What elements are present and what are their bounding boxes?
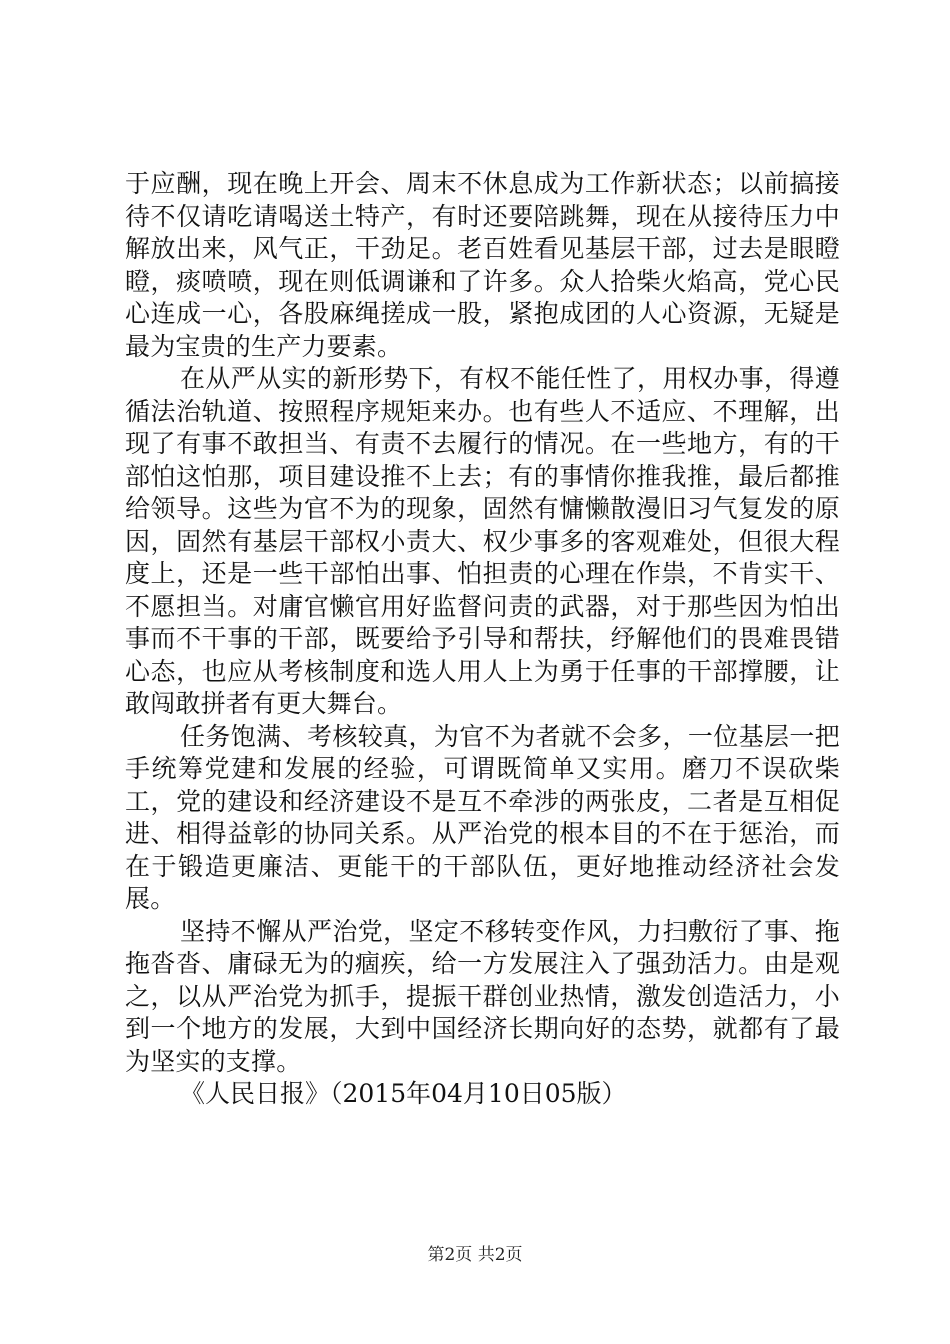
document-body — [125, 168, 840, 1111]
page-number-footer: 第2页 共2页 — [427, 1245, 523, 1265]
source-citation: 《人民日报》（2015年04月10日05版） — [180, 1079, 627, 1108]
paragraph: 任务饱满、考核较真，为官不为者就不会多，一位基层一把手统筹党建和发展的经验，可谓既简单又实用。磨刀不误砍柴工，党的建设和经济建设不是互不牵涉的两张皮，二者是互相促进、相得益彰的协同关系。从严治党的根本目的不在于惩治，而在于锻造更廉洁、更能干的干部队伍，更好地推动经济社会发展。 — [125, 721, 840, 913]
paragraph: 在从严从实的新形势下，有权不能任性了，用权办事，得遵循法治轨道、按照程序规矩来办。也有些人不适应、不理解，出现了有事不敢担当、有责不去履行的情况。在一些地方，有的干部怕这怕那，项目建设推不上去；有的事情你推我推，最后都推给领导。这些为官不为的现象，固然有慵懒散漫旧习气复发的原因，固然有基层干部权小责大、权少事多的客观难处，但很大程度上，还是一些干部怕出事、怕担责的心理在作祟，不肯实干、不愿担当。对庸官懒官用好监督问责的武器，对于那些因为怕出事而不干事的干部，既要给予引导和帮扶，纾解他们的畏难畏错心态，也应从考核制度和选人用人上为勇于任事的干部撑腰，让敢闯敢拼者有更大舞台。 — [125, 364, 840, 718]
paragraph-continued: 于应酬，现在晚上开会、周末不休息成为工作新状态；以前搞接待不仅请吃请喝送土特产，有时还要陪跳舞，现在从接待压力中解放出来，风气正，干劲足。老百姓看见基层干部，过去是眼瞪瞪，痰喷喷，现在则低调谦和了许多。众人拾柴火焰高，党心民心连成一心，各股麻绳搓成一股，紧抱成团的人心资源，无疑是最为宝贵的生产力要素。 — [125, 169, 840, 361]
paragraph: 坚持不懈从严治党，坚定不移转变作风，力扫敷衍了事、拖拖沓沓、庸碌无为的痼疾，给一方发展注入了强劲活力。由是观之，以从严治党为抓手，提振干群创业热情，激发创造活力，小到一个地方的发展，大到中国经济长期向好的态势，就都有了最为坚实的支撑。 — [125, 916, 840, 1076]
